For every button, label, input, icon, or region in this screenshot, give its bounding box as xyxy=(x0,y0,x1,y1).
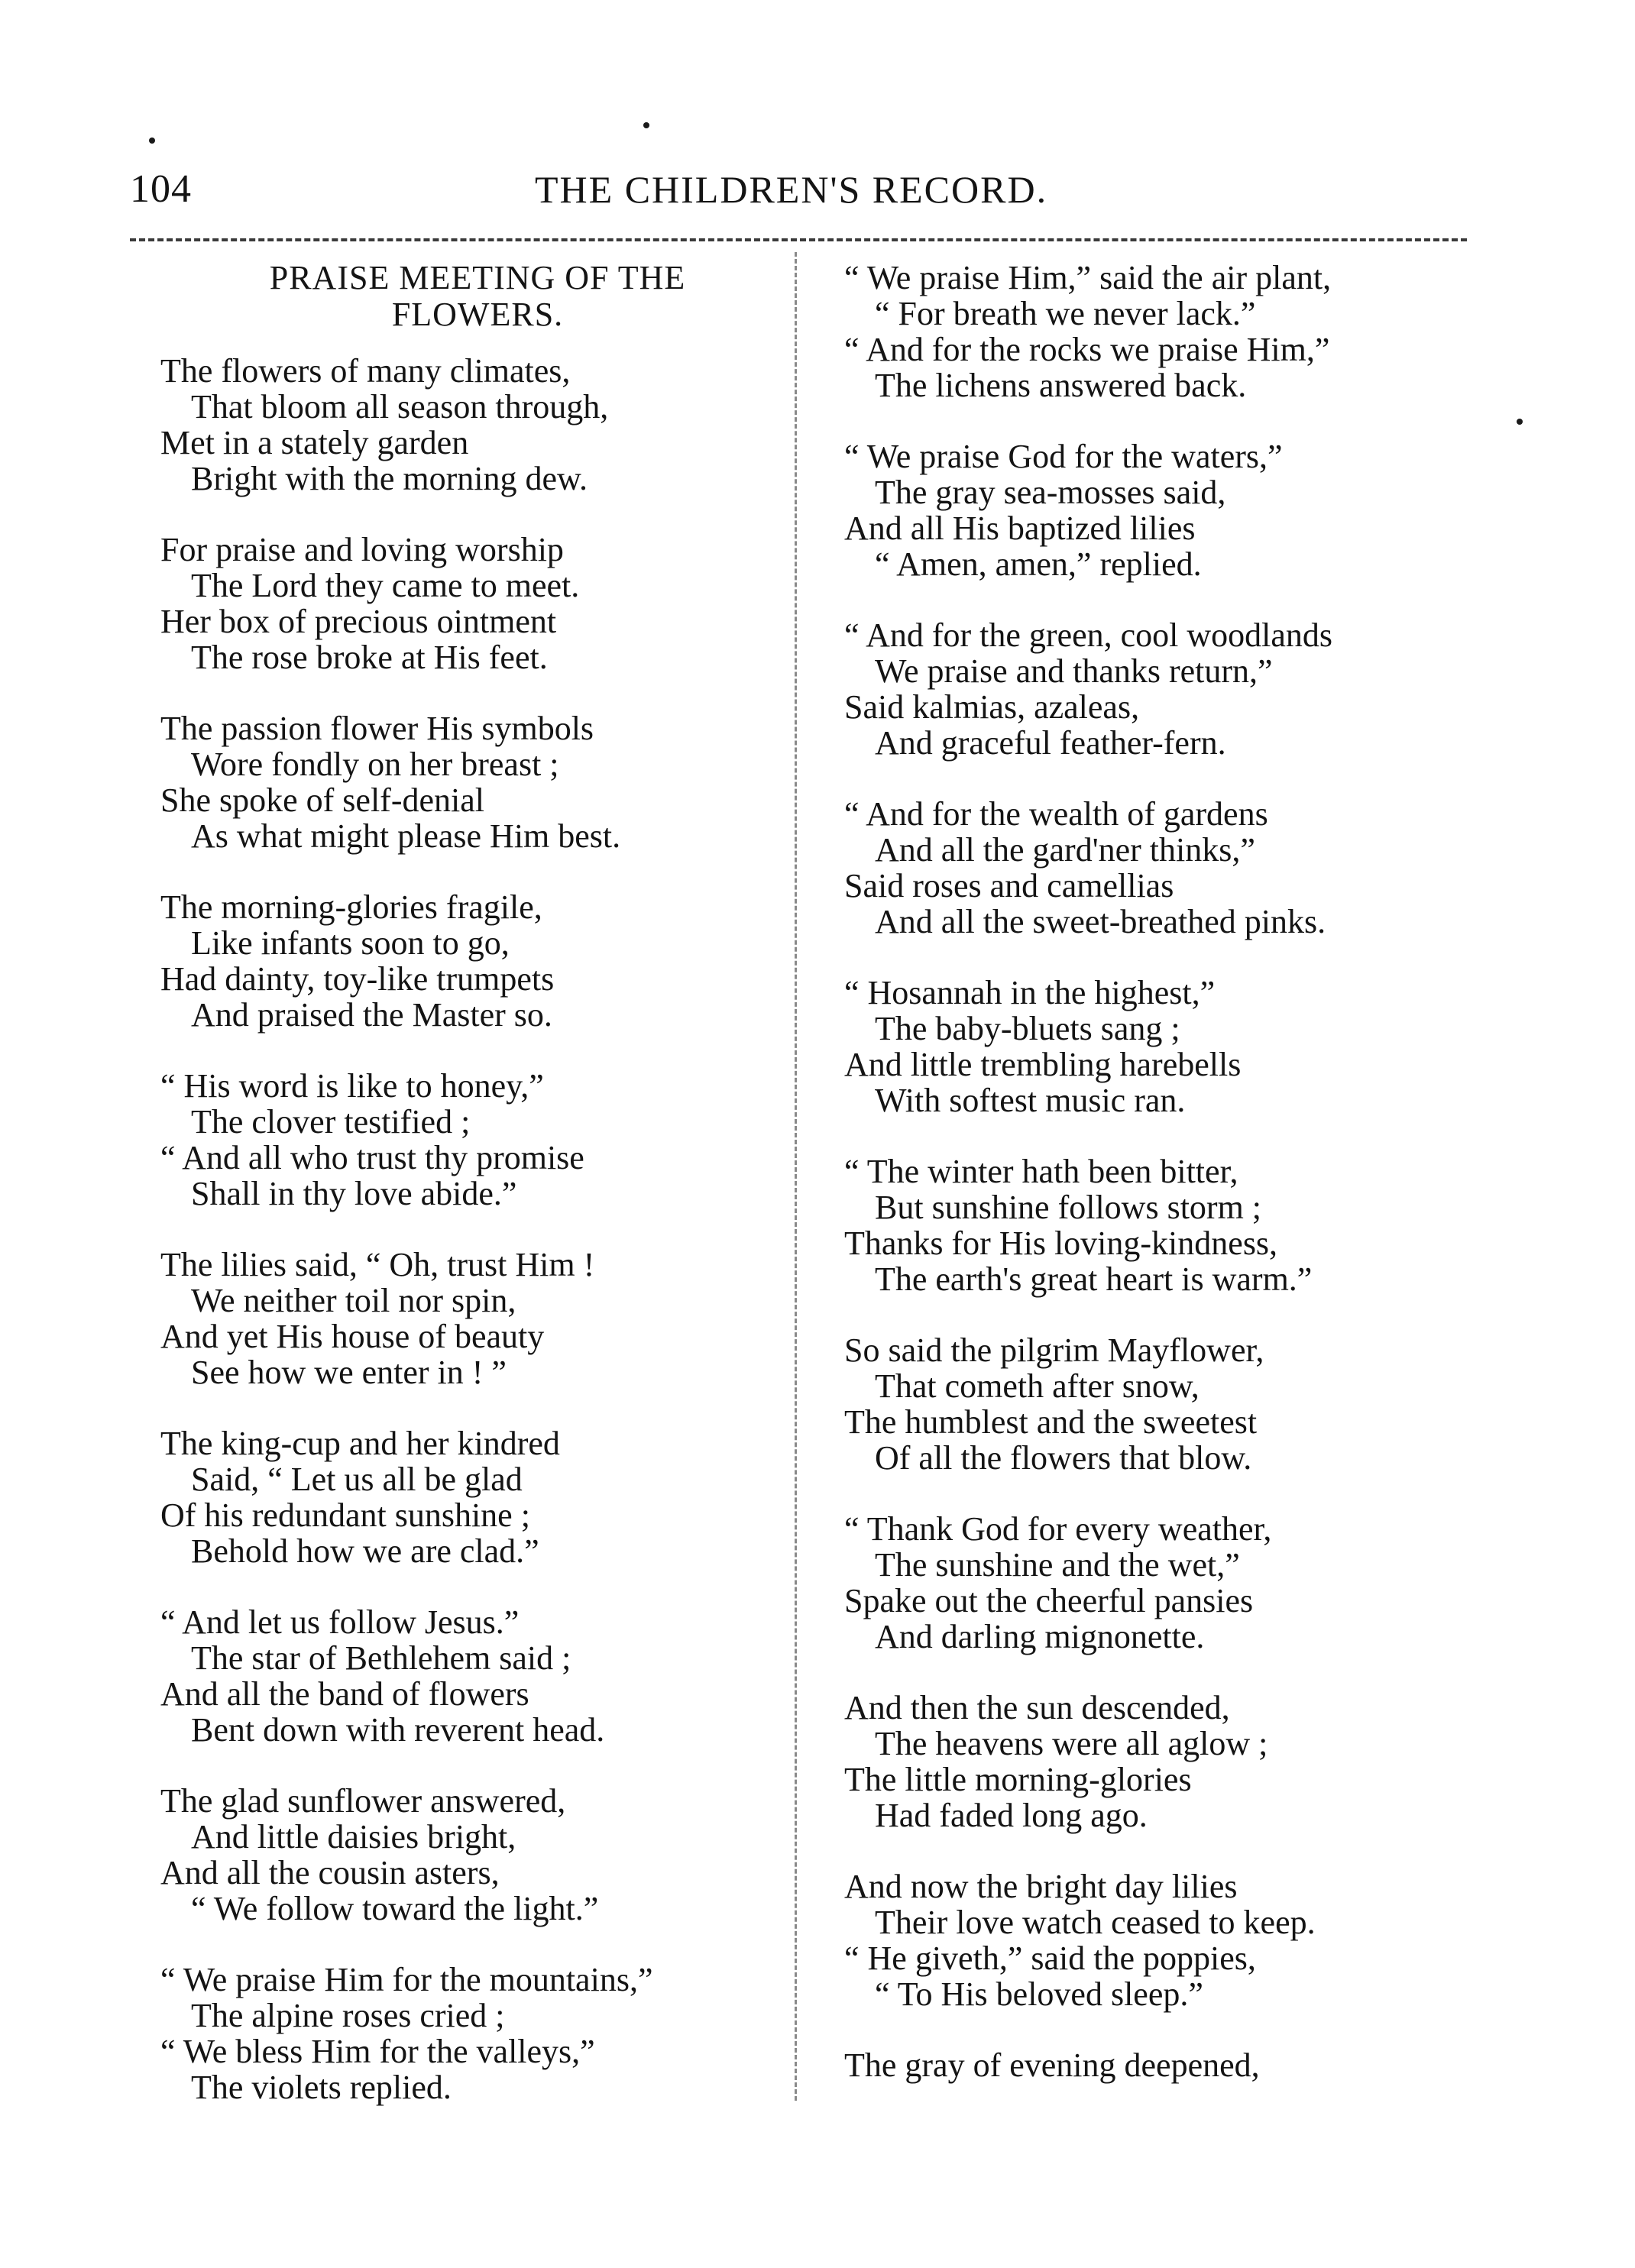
poem-line: The sunshine and the wet,” xyxy=(875,1546,1240,1584)
poem-line: “ To His beloved sleep.” xyxy=(875,1975,1203,2013)
poem-line: And darling mignonette. xyxy=(875,1618,1205,1655)
poem-line: And little daisies bright, xyxy=(191,1818,516,1855)
stanza xyxy=(844,260,1478,403)
poem-line: Of his redundant sunshine ; xyxy=(160,1496,530,1534)
poem-line: “ Amen, amen,” replied. xyxy=(875,545,1202,583)
poem-line: And all the gard'ner thinks,” xyxy=(875,831,1255,869)
header-rule xyxy=(130,238,1467,241)
stanza xyxy=(844,617,1478,761)
stanza xyxy=(844,2047,1478,2083)
poem-line: “ We follow toward the light.” xyxy=(191,1890,599,1927)
poem-line: Met in a stately garden xyxy=(160,424,469,461)
poem-line: “ We bless Him for the valleys,” xyxy=(160,2033,595,2070)
poem-line: “ And all who trust thy promise xyxy=(160,1139,584,1176)
stanza xyxy=(160,1604,772,1748)
poem-line: See how we enter in ! ” xyxy=(191,1354,507,1391)
stanza xyxy=(160,353,772,497)
stanza xyxy=(160,889,772,1033)
poem-line: With softest music ran. xyxy=(875,1082,1186,1119)
stanza xyxy=(160,1247,772,1390)
poem-line: The glad sunflower answered, xyxy=(160,1782,566,1820)
poem-line: “ The winter hath been bitter, xyxy=(844,1153,1238,1190)
poem-line: But sunshine follows storm ; xyxy=(875,1189,1262,1226)
poem-line: As what might please Him best. xyxy=(191,817,621,855)
stanza xyxy=(160,1962,772,2105)
poem-title: PRAISE MEETING OF THE FLOWERS. xyxy=(269,259,686,333)
poem-line: We neither toil nor spin, xyxy=(191,1282,516,1319)
poem-line: The clover testified ; xyxy=(191,1103,471,1140)
poem-line: “ His word is like to honey,” xyxy=(160,1067,544,1105)
poem-line: So said the pilgrim Mayflower, xyxy=(844,1331,1264,1369)
poem-line: “ Hosannah in the highest,” xyxy=(844,974,1216,1011)
poem-line: And graceful feather-fern. xyxy=(875,724,1226,762)
poem-line: And all the cousin asters, xyxy=(160,1854,500,1891)
column-divider xyxy=(795,252,797,2101)
stanza xyxy=(844,438,1478,582)
stanza xyxy=(160,532,772,675)
poem-line: The alpine roses cried ; xyxy=(191,1997,505,2034)
stanza xyxy=(844,1868,1478,2012)
poem-line: The morning-glories fragile, xyxy=(160,888,542,926)
stanza xyxy=(160,1425,772,1569)
stanza xyxy=(844,1332,1478,1476)
poem-line: The Lord they came to meet. xyxy=(191,567,580,604)
poem-line: “ And for the green, cool woodlands xyxy=(844,616,1333,654)
poem-line: And all His baptized lilies xyxy=(844,510,1196,547)
left-stanzas xyxy=(160,353,772,2105)
poem-line: “ He giveth,” said the poppies, xyxy=(844,1940,1256,1977)
print-speck xyxy=(149,138,155,144)
poem-line: For praise and loving worship xyxy=(160,531,564,568)
poem-line: Their love watch ceased to keep. xyxy=(875,1904,1316,1941)
poem-line: “ We praise Him for the mountains,” xyxy=(160,1961,653,1998)
poem-line: The baby-bluets sang ; xyxy=(875,1010,1180,1047)
poem-line: The gray sea-mosses said, xyxy=(875,474,1226,511)
stanza xyxy=(160,1068,772,1212)
poem-line: Bright with the morning dew. xyxy=(191,460,588,497)
poem-line: And little trembling harebells xyxy=(844,1046,1242,1083)
poem-line: Thanks for His loving-kindness, xyxy=(844,1225,1278,1262)
poem-line: The humblest and the sweetest xyxy=(844,1403,1258,1441)
poem-line: “ We praise Him,” said the air plant, xyxy=(844,259,1332,296)
poem-line: “ We praise God for the waters,” xyxy=(844,438,1283,475)
poem-line: Said roses and camellias xyxy=(844,867,1174,904)
poem-line: The king-cup and her kindred xyxy=(160,1425,560,1462)
poem-line: She spoke of self-denial xyxy=(160,781,484,819)
poem-line: Said kalmias, azaleas, xyxy=(844,688,1140,726)
left-column xyxy=(160,260,772,2140)
poem-line: “ For breath we never lack.” xyxy=(875,295,1256,332)
poem-line: That bloom all season through, xyxy=(191,388,609,425)
page-number: 104 xyxy=(130,167,192,211)
stanza xyxy=(844,1153,1478,1297)
poem-line: The violets replied. xyxy=(191,2069,452,2106)
poem-line: Like infants soon to go, xyxy=(191,924,510,962)
poem-line: And praised the Master so. xyxy=(191,996,552,1034)
stanza xyxy=(844,796,1478,940)
poem-line: Of all the flowers that blow. xyxy=(875,1439,1252,1477)
poem-line: “ And let us follow Jesus.” xyxy=(160,1603,520,1641)
stanza xyxy=(844,975,1478,1118)
poem-line: Bent down with reverent head. xyxy=(191,1711,605,1749)
poem-line: Had dainty, toy-like trumpets xyxy=(160,960,555,998)
poem-line: Said, “ Let us all be glad xyxy=(191,1461,523,1498)
stanza xyxy=(160,1783,772,1927)
stanza xyxy=(844,1690,1478,1833)
right-stanzas xyxy=(844,260,1478,2083)
poem-line: And yet His house of beauty xyxy=(160,1318,545,1355)
poem-line: Spake out the cheerful pansies xyxy=(844,1582,1254,1619)
poem-line: Had faded long ago. xyxy=(875,1797,1148,1834)
print-speck xyxy=(1517,419,1523,425)
print-speck xyxy=(643,122,649,128)
poem-line: And then the sun descended, xyxy=(844,1689,1230,1726)
poem-line: And all the band of flowers xyxy=(160,1675,529,1713)
poem-line: The lilies said, “ Oh, trust Him ! xyxy=(160,1246,595,1283)
poem-line: The gray of evening deepened, xyxy=(844,2046,1260,2084)
running-head: THE CHILDREN'S RECORD. xyxy=(535,168,1048,211)
poem-line: Wore fondly on her breast ; xyxy=(191,746,559,783)
right-column xyxy=(844,260,1478,2118)
poem-line: Behold how we are clad.” xyxy=(191,1532,539,1570)
poem-line: Shall in thy love abide.” xyxy=(191,1175,517,1212)
poem-line: The little morning-glories xyxy=(844,1761,1192,1798)
poem-line: That cometh after snow, xyxy=(875,1367,1200,1405)
poem-line: The lichens answered back. xyxy=(875,367,1247,404)
poem-line: And all the sweet-breathed pinks. xyxy=(875,903,1326,940)
stanza xyxy=(844,1511,1478,1655)
poem-line: “ And for the rocks we praise Him,” xyxy=(844,331,1330,368)
poem-line: “ And for the wealth of gardens xyxy=(844,795,1268,833)
poem-line: “ Thank God for every weather, xyxy=(844,1510,1272,1548)
poem-line: The passion flower His symbols xyxy=(160,710,594,747)
poem-line: The heavens were all aglow ; xyxy=(875,1725,1268,1762)
poem-line: The star of Bethlehem said ; xyxy=(191,1639,571,1677)
poem-line: Her box of precious ointment xyxy=(160,603,557,640)
poem-line: The flowers of many climates, xyxy=(160,352,571,390)
stanza xyxy=(160,710,772,854)
poem-line: We praise and thanks return,” xyxy=(875,652,1273,690)
poem-line: And now the bright day lilies xyxy=(844,1868,1238,1905)
poem-line: The rose broke at His feet. xyxy=(191,639,548,676)
poem-line: The earth's great heart is warm.” xyxy=(875,1260,1313,1298)
